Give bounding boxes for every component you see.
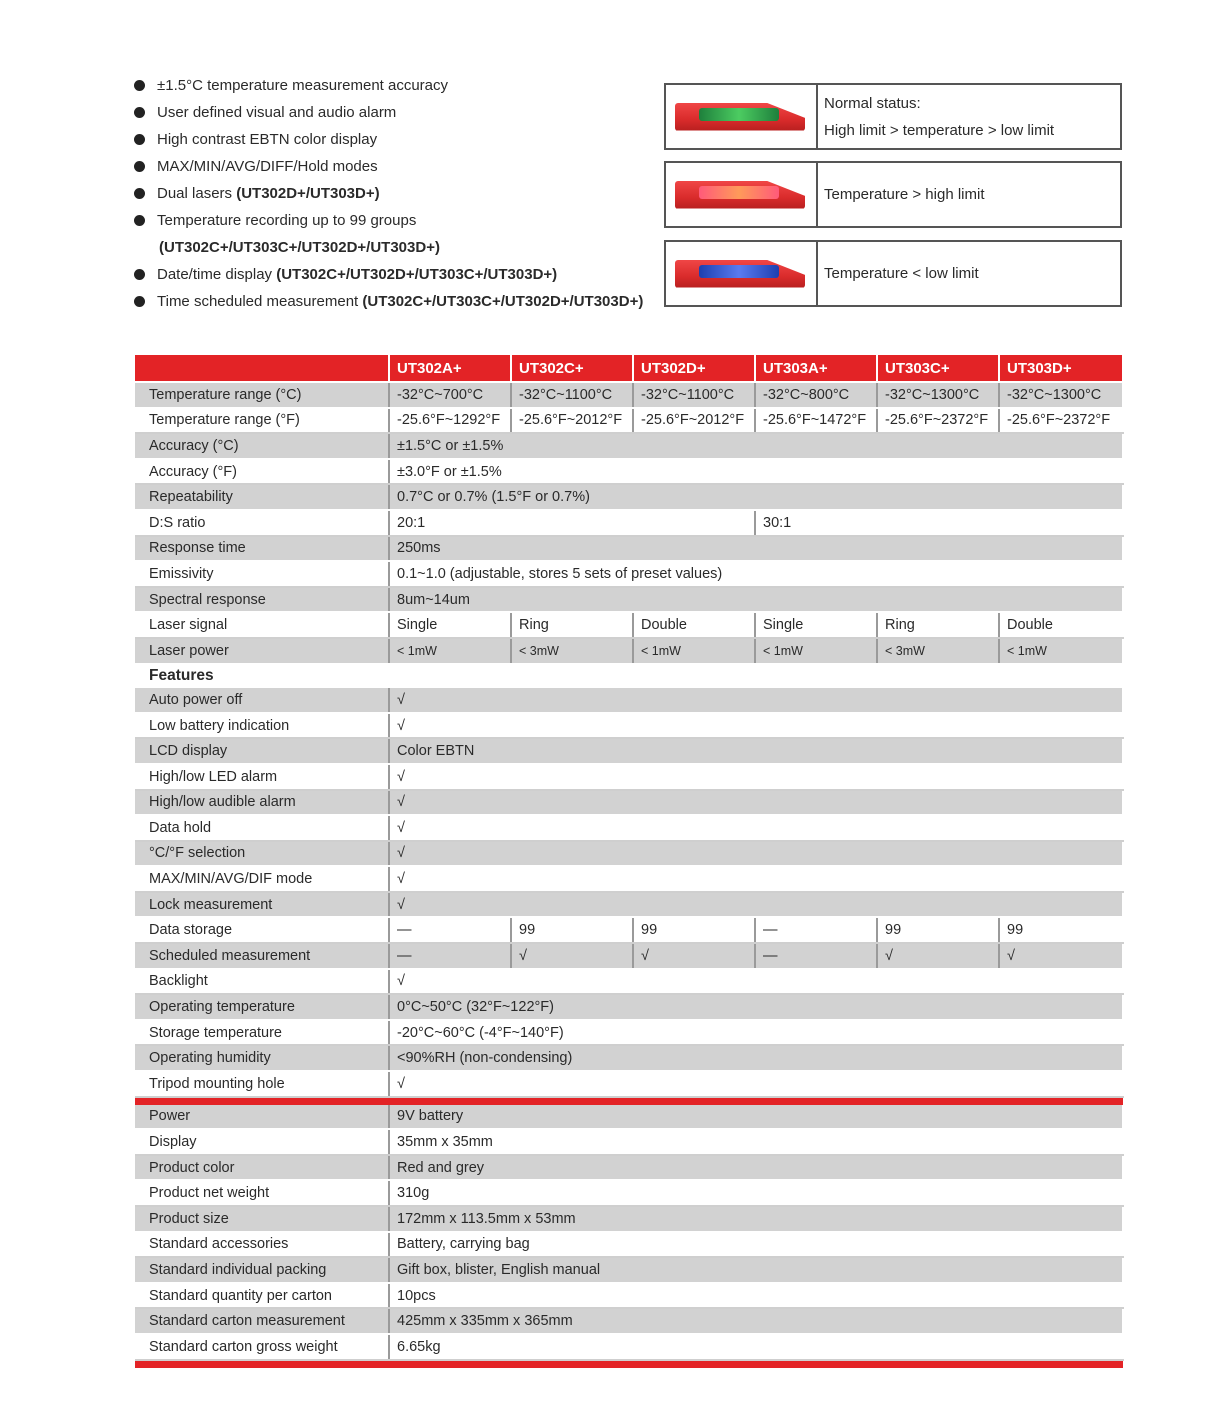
row-label: Product net weight (135, 1180, 389, 1206)
check-icon: √ (389, 866, 1123, 892)
bullet-icon (134, 80, 145, 91)
status-text: High limit > temperature > low limit (824, 121, 1055, 139)
cell: — (389, 943, 511, 969)
table-row (135, 1257, 1123, 1283)
table-row (135, 1334, 1123, 1360)
cell: < 1mW (389, 638, 511, 664)
table-row (135, 536, 1123, 562)
row-label: Spectral response (135, 587, 389, 613)
row-label: Emissivity (135, 561, 389, 587)
cell: 8um~14um (389, 587, 1123, 613)
row-label: Response time (135, 536, 389, 562)
table-row (135, 1155, 1123, 1181)
feature-models: (UT302C+/UT303C+/UT302D+/UT303D+) (159, 239, 440, 256)
table-row (135, 1232, 1123, 1258)
cell: -25.6°F~2372°F (877, 408, 999, 434)
check-icon: √ (389, 969, 1123, 995)
check-icon: √ (389, 790, 1123, 816)
table-row (135, 688, 1123, 713)
cell: 172mm x 113.5mm x 53mm (389, 1206, 1123, 1232)
feature-text: Temperature recording up to 99 groups (157, 212, 417, 229)
cell: 20:1 (389, 510, 755, 536)
feature-text: User defined visual and audio alarm (157, 104, 397, 121)
row-label: Auto power off (135, 688, 389, 713)
table-row (135, 1129, 1123, 1155)
table-row (135, 510, 1123, 536)
cell: 0.7°C or 0.7% (1.5°F or 0.7%) (389, 484, 1123, 510)
cell: 35mm x 35mm (389, 1129, 1123, 1155)
row-label: Temperature range (°F) (135, 408, 389, 434)
row-label: Standard carton gross weight (135, 1334, 389, 1360)
check-icon: √ (389, 841, 1123, 867)
feature-item (132, 207, 652, 234)
row-label: Operating humidity (135, 1045, 389, 1071)
cell: -32°C~1100°C (511, 382, 633, 408)
check-icon: √ (511, 943, 633, 969)
cell: 425mm x 335mm x 365mm (389, 1308, 1123, 1334)
red-divider (135, 1360, 1123, 1368)
feature-text: High contrast EBTN color display (157, 131, 378, 148)
row-label: Standard individual packing (135, 1257, 389, 1283)
row-label: Laser power (135, 638, 389, 664)
cell: < 3mW (877, 638, 999, 664)
feature-item (132, 72, 652, 99)
cell: 6.65kg (389, 1334, 1123, 1360)
header-blank (135, 355, 389, 382)
table-row (135, 866, 1123, 892)
row-label: Low battery indication (135, 713, 389, 739)
row-label: Scheduled measurement (135, 943, 389, 969)
cell: 0.1~1.0 (adjustable, stores 5 sets of preset values) (389, 561, 1123, 587)
cell: -32°C~1100°C (633, 382, 755, 408)
feature-item (132, 288, 652, 315)
red-divider (135, 1097, 1123, 1105)
table-row (135, 738, 1123, 764)
table-row (135, 713, 1123, 739)
feature-item (132, 126, 652, 153)
model-header: UT303D+ (999, 355, 1123, 382)
table-row (135, 917, 1123, 943)
table-row (135, 1283, 1123, 1309)
table-row (135, 484, 1123, 510)
row-label: Product size (135, 1206, 389, 1232)
cell: < 1mW (999, 638, 1123, 664)
cell: -25.6°F~2372°F (999, 408, 1123, 434)
feature-text: Dual lasers (157, 185, 237, 202)
cell: -25.6°F~1472°F (755, 408, 877, 434)
row-label: Standard carton measurement (135, 1308, 389, 1334)
table-row (135, 408, 1123, 434)
section-heading: Features (135, 664, 1123, 689)
check-icon: √ (389, 713, 1123, 739)
check-icon: √ (389, 688, 1123, 713)
row-label: Repeatability (135, 484, 389, 510)
feature-item (132, 153, 652, 180)
row-label: Lock measurement (135, 892, 389, 918)
row-label: Data hold (135, 815, 389, 841)
cell: < 1mW (633, 638, 755, 664)
cell: — (389, 917, 511, 943)
row-label: Tripod mounting hole (135, 1071, 389, 1097)
cell: 30:1 (755, 510, 1123, 536)
cell: Double (633, 612, 755, 638)
bullet-icon (134, 161, 145, 172)
table-row (135, 561, 1123, 587)
bullet-icon (134, 269, 145, 280)
feature-list (132, 72, 652, 315)
cell: -32°C~1300°C (877, 382, 999, 408)
row-label: Accuracy (°C) (135, 433, 389, 459)
cell: 250ms (389, 536, 1123, 562)
row-label: Backlight (135, 969, 389, 995)
section-heading-row (135, 664, 1123, 689)
table-row (135, 433, 1123, 459)
row-label: Display (135, 1129, 389, 1155)
check-icon: √ (389, 892, 1123, 918)
row-label: Laser signal (135, 612, 389, 638)
cell: -32°C~800°C (755, 382, 877, 408)
check-icon: √ (633, 943, 755, 969)
table-row (135, 1206, 1123, 1232)
feature-item-continued (132, 234, 652, 261)
row-label: Standard accessories (135, 1232, 389, 1258)
model-header-row (135, 355, 1123, 382)
table-row (135, 1308, 1123, 1334)
cell: < 1mW (755, 638, 877, 664)
model-header: UT303C+ (877, 355, 999, 382)
table-row (135, 764, 1123, 790)
row-label: LCD display (135, 738, 389, 764)
table-row (135, 1020, 1123, 1046)
feature-text: Time scheduled measurement (157, 293, 363, 310)
table-row (135, 969, 1123, 995)
cell: -32°C~1300°C (999, 382, 1123, 408)
status-text: Temperature < low limit (824, 265, 979, 282)
table-row (135, 815, 1123, 841)
cell: -25.6°F~2012°F (633, 408, 755, 434)
spec-table (135, 355, 1124, 1368)
check-icon: √ (389, 815, 1123, 841)
cell: 99 (877, 917, 999, 943)
cell: 99 (633, 917, 755, 943)
cell: Ring (877, 612, 999, 638)
row-label: °C/°F selection (135, 841, 389, 867)
table-row (135, 1180, 1123, 1206)
row-label: High/low audible alarm (135, 790, 389, 816)
bullet-icon (134, 107, 145, 118)
thermometer-green-icon (666, 85, 818, 148)
cell: < 3mW (511, 638, 633, 664)
table-row (135, 612, 1123, 638)
feature-text: Date/time display (157, 266, 277, 283)
row-label: Storage temperature (135, 1020, 389, 1046)
cell: Gift box, blister, English manual (389, 1257, 1123, 1283)
cell: -20°C~60°C (-4°F~140°F) (389, 1020, 1123, 1046)
cell: 310g (389, 1180, 1123, 1206)
check-icon: √ (389, 764, 1123, 790)
table-row (135, 587, 1123, 613)
cell: ±3.0°F or ±1.5% (389, 459, 1123, 485)
cell: 99 (999, 917, 1123, 943)
check-icon: √ (389, 1071, 1123, 1097)
cell: Single (389, 612, 511, 638)
cell: <90%RH (non-condensing) (389, 1045, 1123, 1071)
feature-models: (UT302D+/UT303D+) (236, 185, 380, 202)
row-label: Product color (135, 1155, 389, 1181)
table-row (135, 382, 1123, 408)
check-icon: √ (999, 943, 1123, 969)
cell: Battery, carrying bag (389, 1232, 1123, 1258)
model-header: UT303A+ (755, 355, 877, 382)
cell: -25.6°F~2012°F (511, 408, 633, 434)
cell: Color EBTN (389, 738, 1123, 764)
bullet-icon (134, 188, 145, 199)
table-row (135, 943, 1123, 969)
row-label: Temperature range (°C) (135, 382, 389, 408)
table-row (135, 1071, 1123, 1097)
thermometer-red-icon (666, 163, 818, 226)
cell: — (755, 943, 877, 969)
table-row (135, 790, 1123, 816)
bullet-icon (134, 215, 145, 226)
table-row (135, 892, 1123, 918)
feature-item (132, 261, 652, 288)
cell: 0°C~50°C (32°F~122°F) (389, 994, 1123, 1020)
table-row (135, 1105, 1123, 1130)
row-label: High/low LED alarm (135, 764, 389, 790)
thermometer-blue-icon (666, 242, 818, 305)
row-label: Power (135, 1105, 389, 1130)
feature-item (132, 180, 652, 207)
table-row (135, 841, 1123, 867)
status-panel-normal (664, 83, 1122, 150)
row-label: D:S ratio (135, 510, 389, 536)
cell: — (755, 917, 877, 943)
row-label: Data storage (135, 917, 389, 943)
cell: ±1.5°C or ±1.5% (389, 433, 1123, 459)
model-header: UT302A+ (389, 355, 511, 382)
row-label: Operating temperature (135, 994, 389, 1020)
cell: 9V battery (389, 1105, 1123, 1130)
status-panel-low (664, 240, 1122, 307)
feature-text: ±1.5°C temperature measurement accuracy (157, 77, 449, 94)
cell: Red and grey (389, 1155, 1123, 1181)
feature-item (132, 99, 652, 126)
table-row (135, 994, 1123, 1020)
table-row (135, 638, 1123, 664)
bullet-icon (134, 134, 145, 145)
status-panel-high (664, 161, 1122, 228)
feature-models: (UT302C+/UT302D+/UT303C+/UT303D+) (276, 266, 558, 283)
table-row (135, 1045, 1123, 1071)
cell: Double (999, 612, 1123, 638)
status-text: Normal status: (824, 94, 921, 112)
status-text: Temperature > high limit (824, 186, 985, 203)
cell: Single (755, 612, 877, 638)
table-row (135, 459, 1123, 485)
cell: 10pcs (389, 1283, 1123, 1309)
cell: -32°C~700°C (389, 382, 511, 408)
row-label: MAX/MIN/AVG/DIF mode (135, 866, 389, 892)
feature-text: MAX/MIN/AVG/DIFF/Hold modes (157, 158, 378, 175)
check-icon: √ (877, 943, 999, 969)
cell: Ring (511, 612, 633, 638)
row-label: Accuracy (°F) (135, 459, 389, 485)
cell: 99 (511, 917, 633, 943)
model-header: UT302D+ (633, 355, 755, 382)
row-label: Standard quantity per carton (135, 1283, 389, 1309)
feature-models: (UT302C+/UT303C+/UT302D+/UT303D+) (362, 293, 644, 310)
model-header: UT302C+ (511, 355, 633, 382)
bullet-icon (134, 296, 145, 307)
cell: -25.6°F~1292°F (389, 408, 511, 434)
